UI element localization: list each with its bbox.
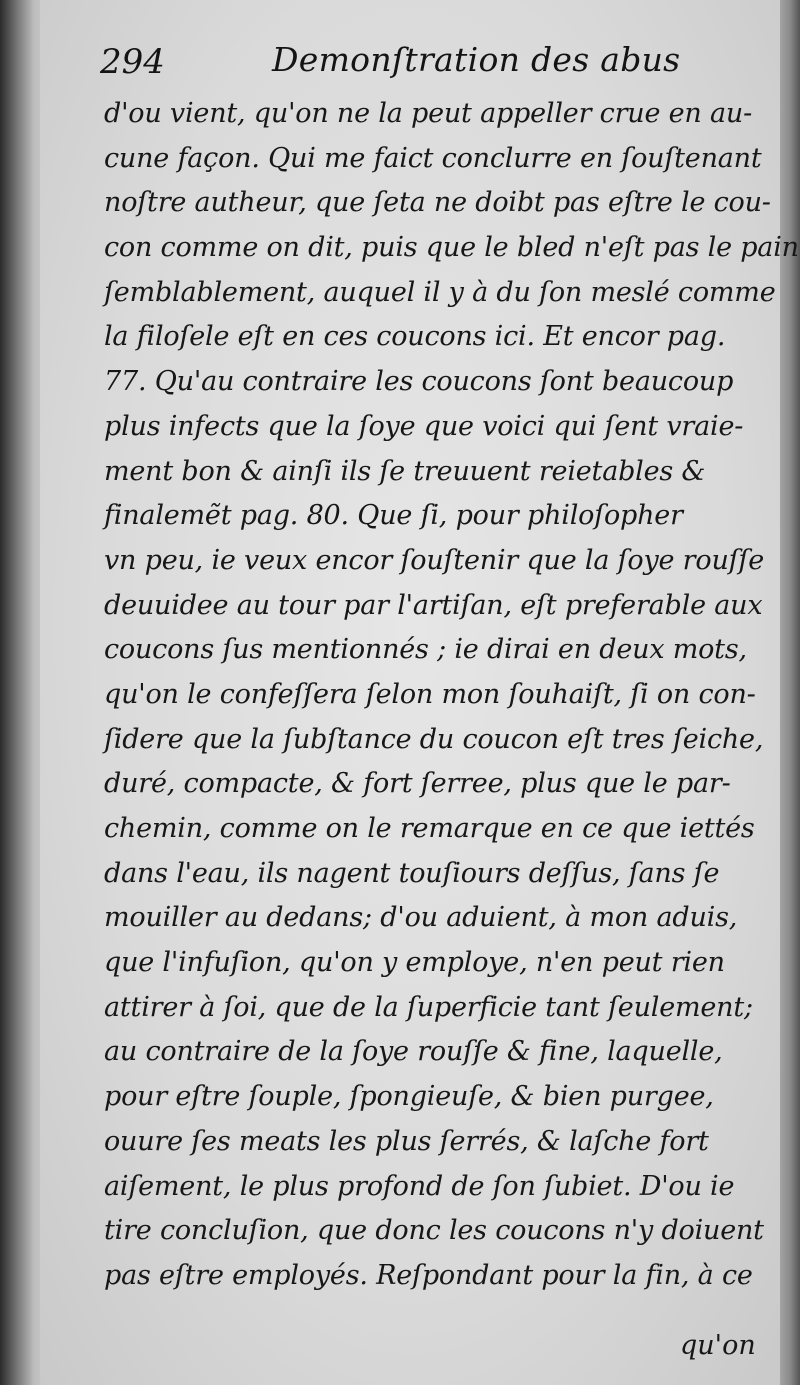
text-line: noſtre autheur, que ſeta ne doibt pas eſtre le cou- <box>104 187 771 219</box>
text-line: deuuidee au tour par l'artiſan, eſt preferable aux <box>104 589 763 621</box>
text-line: con comme on dit, puis que le bled n'eſt pas le pain <box>104 232 799 264</box>
text-line: vn peu, ie veux encor ſouſtenir que la ſoye rouſſe <box>104 544 765 576</box>
text-line: finalemẽt pag. 80. Que ſi, pour philoſopher <box>104 500 683 532</box>
text-line: au contraire de la ſoye rouſſe & fine, laquelle, <box>104 1036 723 1068</box>
text-line: attirer à ſoi, que de la ſuperficie tant ſeulement; <box>104 991 753 1023</box>
catchword: qu'on <box>680 1330 756 1361</box>
text-line: tire concluſion, que donc les coucons n'y doiuent <box>104 1215 764 1247</box>
text-line: 77. Qu'au contraire les coucons ſont beaucoup <box>104 366 734 398</box>
text-line: ment bon & ainſi ils ſe treuuent reietables & <box>104 455 706 487</box>
text-line: plus infects que la ſoye que voici qui ſent vraie- <box>104 410 744 442</box>
text-line: ouure ſes meats les plus ſerrés, & laſche fort <box>104 1125 709 1157</box>
text-line: coucons ſus mentionnés ; ie dirai en deux mots, <box>104 634 747 666</box>
text-line: pas eſtre employés. Reſpondant pour la fin, à ce <box>104 1259 753 1291</box>
text-line: ſidere que la ſubſtance du coucon eſt tres ſeiche, <box>104 723 764 755</box>
text-line: dans l'eau, ils nagent touſiours deſſus, ſans ſe <box>104 857 720 889</box>
text-line: ſemblablement, auquel il y à du ſon meslé comme <box>104 276 776 308</box>
text-line: qu'on le confeſſera ſelon mon ſouhaiſt, ſi on con- <box>104 678 756 710</box>
text-line: la filoſele eſt en ces coucons ici. Et encor pag. <box>104 321 726 353</box>
text-line: aiſement, le plus profond de ſon ſubiet. D'ou ie <box>104 1170 735 1202</box>
text-line: que l'infuſion, qu'on y employe, n'en peut rien <box>104 947 725 979</box>
running-title: Demonſtration des abus <box>272 40 681 79</box>
text-line: pour eſtre ſouple, ſpongieuſe, & bien purgee, <box>104 1081 714 1113</box>
text-line: d'ou vient, qu'on ne la peut appeller crue en au- <box>104 98 752 129</box>
text-line: duré, compacte, & fort ſerree, plus que le par- <box>104 768 731 800</box>
text-line: chemin, comme on le remarque en ce que iettés <box>104 813 755 844</box>
text-line: mouiller au dedans; d'ou aduient, à mon aduis, <box>104 902 738 934</box>
page-header <box>100 40 740 90</box>
body-text <box>104 92 799 1299</box>
page-number: 294 <box>100 42 165 82</box>
text-line: cune façon. Qui me faict conclurre en ſouſtenant <box>104 142 762 174</box>
